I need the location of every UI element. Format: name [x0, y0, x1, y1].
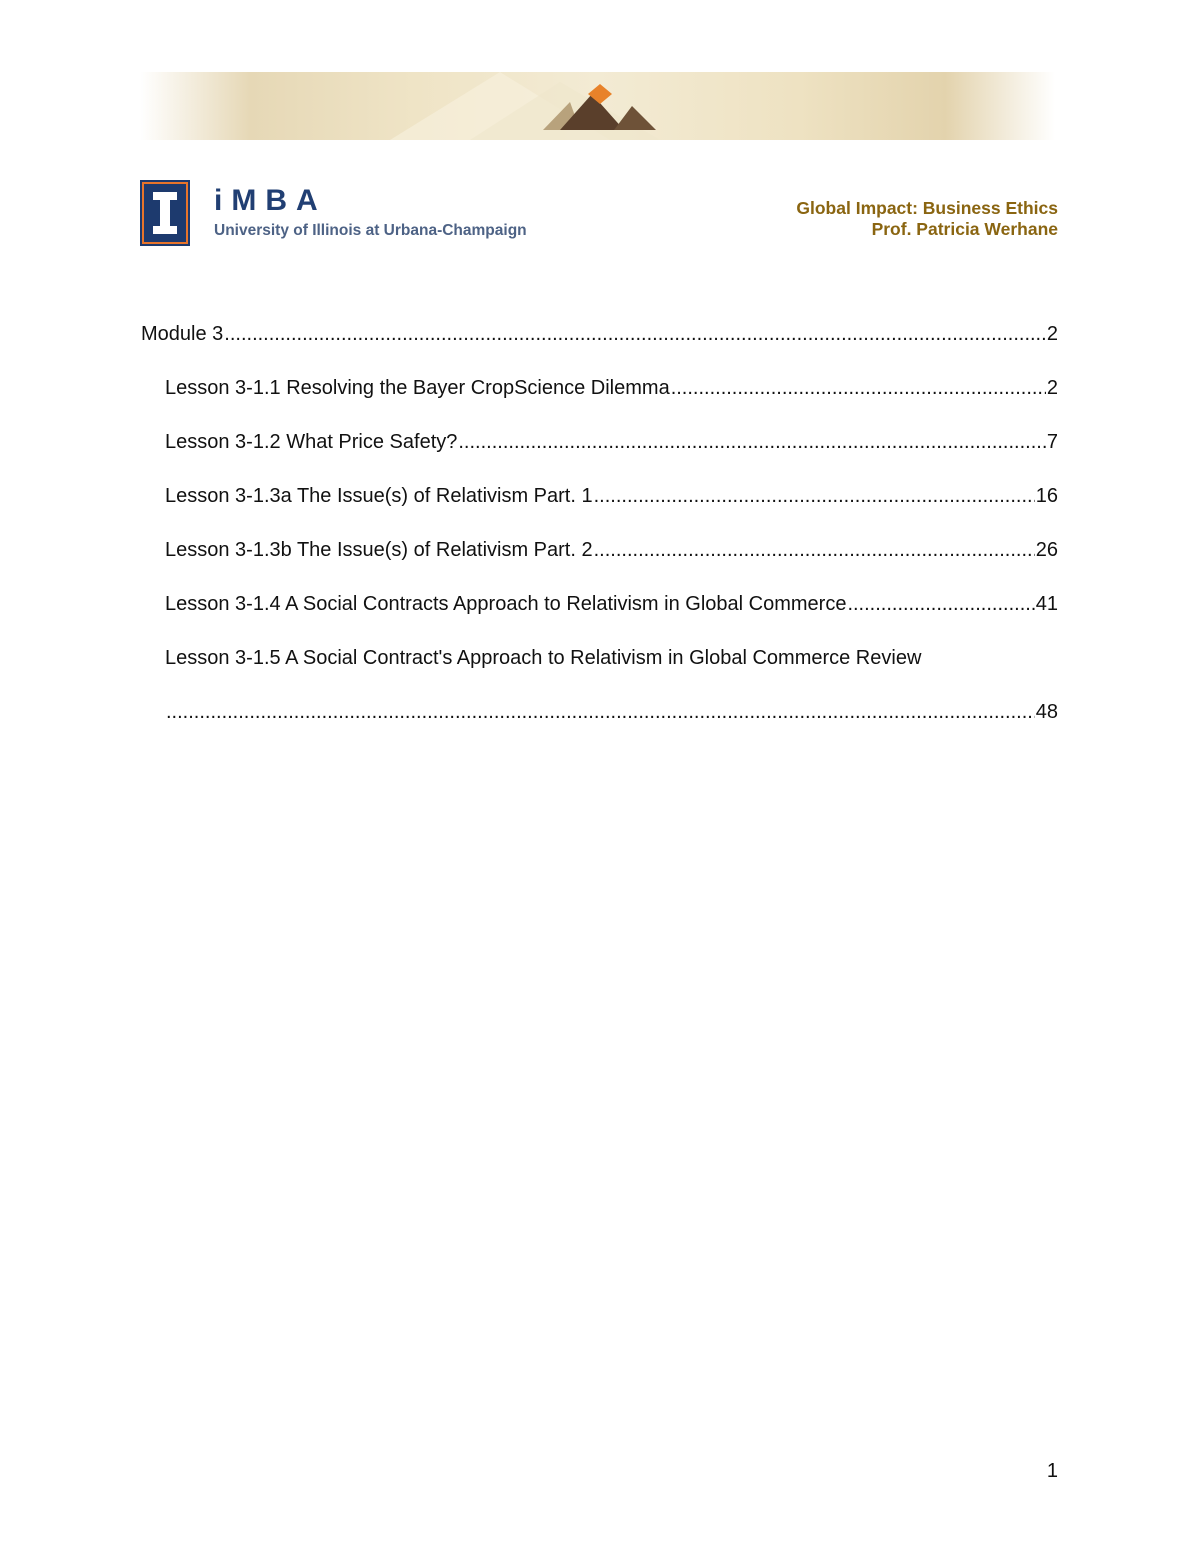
toc-entry-title: Lesson 3-1.3b The Issue(s) of Relativism Part. 2 — [165, 539, 593, 561]
toc-entry[interactable] — [141, 590, 1058, 618]
logo-imba-text: iMBA — [214, 184, 327, 217]
header-banner — [140, 72, 1055, 140]
toc-dot-leader — [594, 482, 1035, 510]
course-info — [796, 198, 1058, 240]
toc-entry-title: Module 3 — [141, 323, 224, 345]
toc-dot-leader — [671, 374, 1046, 402]
toc-entry-title: Lesson 3-1.4 A Social Contracts Approach to Relativism in Global Commerce — [165, 593, 847, 615]
toc-entry-page: 2 — [1046, 377, 1058, 399]
banner-pyramid-graphic — [140, 72, 1055, 140]
professor-name: Prof. Patricia Werhane — [871, 219, 1058, 239]
toc-entry-page: 48 — [1035, 701, 1058, 723]
toc-entry[interactable] — [141, 482, 1058, 510]
toc-entry-title: Lesson 3-1.1 Resolving the Bayer CropScience Dilemma — [165, 377, 670, 399]
toc-dot-leader — [166, 698, 1035, 726]
toc-entry-title: Lesson 3-1.3a The Issue(s) of Relativism Part. 1 — [165, 485, 593, 507]
course-title: Global Impact: Business Ethics — [796, 198, 1058, 218]
table-of-contents — [141, 320, 1058, 726]
toc-entry[interactable] — [141, 374, 1058, 402]
illinois-block-i-icon — [140, 180, 190, 246]
toc-dot-leader — [594, 536, 1035, 564]
toc-entry[interactable] — [141, 320, 1058, 348]
toc-entry-page: 7 — [1046, 431, 1058, 453]
toc-dot-leader — [458, 428, 1046, 456]
page-number: 1 — [1046, 1460, 1058, 1482]
toc-entry-page: 26 — [1035, 539, 1058, 561]
toc-entry[interactable] — [141, 536, 1058, 564]
toc-dot-leader — [847, 590, 1034, 618]
imba-logo — [140, 180, 540, 248]
toc-entry-page: 16 — [1035, 485, 1058, 507]
toc-entry-title: Lesson 3-1.5 A Social Contract's Approach to Relativism in Global Commerce Review — [165, 647, 922, 669]
toc-entry-page: 2 — [1046, 323, 1058, 345]
logo-university-text: University of Illinois at Urbana-Champaign — [214, 222, 527, 239]
toc-entry[interactable] — [141, 644, 1058, 726]
toc-dot-leader — [224, 320, 1046, 348]
toc-entry[interactable] — [141, 428, 1058, 456]
toc-entry-page: 41 — [1035, 593, 1058, 615]
toc-entry-title: Lesson 3-1.2 What Price Safety? — [165, 431, 458, 453]
